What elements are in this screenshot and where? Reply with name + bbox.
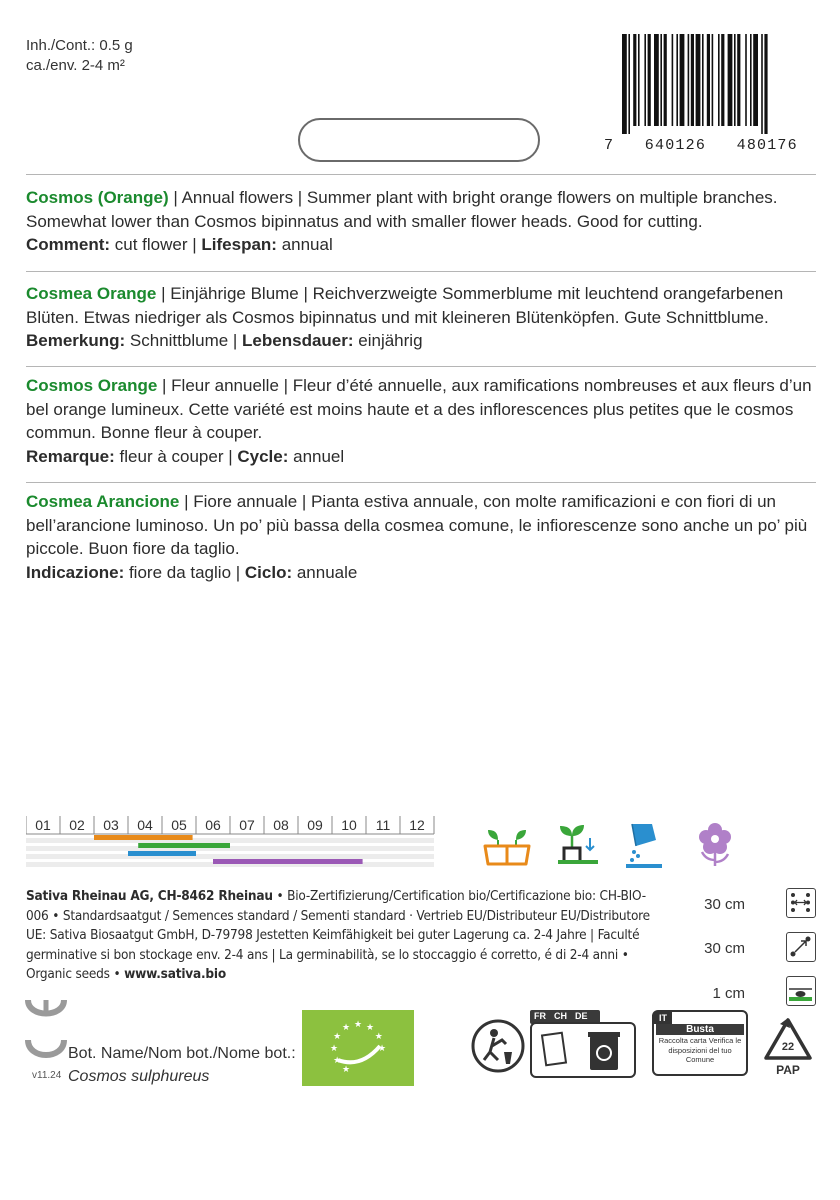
lifespan-value: annuale: [292, 562, 358, 582]
barcode-bar: [654, 34, 659, 126]
description-en: [26, 186, 826, 257]
barcode-bar: [734, 34, 736, 126]
calendar-bar: [94, 835, 193, 840]
lifespan-label: Lebensdauer:: [242, 331, 354, 350]
barcode-bars: [604, 34, 818, 134]
barcode-bar: [737, 34, 740, 126]
month-label: 11: [375, 817, 391, 833]
eu-star: ★: [377, 1043, 387, 1053]
barcode-bar: [660, 34, 662, 126]
eu-star: ★: [365, 1022, 375, 1033]
barcode-bar: [676, 34, 678, 126]
contents-weight: Inh./Cont.: 0.5 g: [26, 37, 133, 54]
country-code: CH: [554, 1011, 567, 1021]
month-label: 03: [103, 817, 119, 833]
comment-label: Comment:: [26, 235, 111, 254]
barcode-bar: [680, 34, 685, 126]
calendar-bar: [138, 843, 230, 848]
divider: [26, 366, 816, 367]
comment-label: Indicazione:: [26, 562, 125, 582]
botanical-label: Bot. Name/Nom bot./Nome bot.:: [68, 1045, 296, 1062]
comment-value: Schnittblume |: [125, 331, 243, 350]
variety-name: Cosmos Orange: [26, 376, 158, 395]
country-code: DE: [575, 1011, 588, 1021]
month-label: 12: [409, 817, 425, 833]
botanical-name: [68, 1042, 296, 1088]
pap-number: 22: [781, 1041, 795, 1053]
lifespan-value: einjährig: [353, 331, 423, 350]
description-it: [26, 490, 826, 584]
month-label: 01: [35, 817, 51, 833]
pap-label: PAP: [776, 1063, 800, 1077]
company-text: • Bio-Zertifizierung/Certification bio/Certificazione bio: CH-BIO-006 • Standardsaatgut / Semences standard / Sementi standard · Vertrieb EU/Distributeur EU/Distributore UE: Sativa Biosaatgut GmbH, D-79798 Jestetten Keimfähigkeit bei guter Lagerung ca. 2-4 Jahre | Faculté germinative si bon stockage env. 2-4 ans | La germinabilità, se lo stoccaggio é corretto, é di 2-4 anni • Organic seeds •: [26, 888, 650, 982]
tidyman-icon: [470, 1018, 526, 1074]
barcode-bar: [745, 34, 747, 126]
barcode-number: 7 640126 480176: [604, 137, 798, 154]
company-info: [26, 887, 666, 985]
lifespan-label: Lifespan:: [201, 235, 277, 254]
barcode-bar: [750, 34, 752, 126]
eu-star: ★: [333, 1031, 342, 1041]
pap-recycling-icon: [758, 1014, 818, 1078]
eu-star: ★: [341, 1022, 351, 1033]
sowing-depth-icon: [786, 976, 816, 1006]
barcode-bar: [761, 34, 763, 134]
divider: [26, 482, 816, 483]
comment-value: cut flower |: [110, 235, 202, 254]
barcode-bar: [712, 34, 714, 126]
barcode-bar: [728, 34, 733, 126]
barcode-bar: [691, 34, 694, 126]
description-text: | Einjährige Blume | Reichverzweigte Sommerblume mit leuchtend orangefarbenen Blüten. Etwas niedriger als Cosmos bipinnatus und mit kleineren Blütenköpfen. Gute Schnittblume.: [26, 284, 784, 327]
plant-spacing-value: 30 cm: [704, 940, 745, 957]
it-title: Busta: [656, 1024, 744, 1035]
barcode-bar: [622, 34, 627, 134]
barcode-bar: [633, 34, 636, 126]
month-label: 04: [137, 817, 153, 833]
month-label: 10: [341, 817, 357, 833]
description-text: | Fleur annuelle | Fleur d’été annuelle, aux ramifications nombreuses et aux fleurs d’un bel orange lumineux. Cette variété est moins haute et a des inflorescences plus petites que le cosmos commun. Bonne fleur à couper.: [26, 376, 812, 442]
flower-icon: [692, 820, 738, 868]
calendar-track: [26, 854, 434, 859]
plant-spacing-icon: [786, 932, 816, 962]
barcode-bar: [688, 34, 690, 126]
barcode-bar: [707, 34, 710, 126]
barcode-bar: [628, 34, 630, 134]
calendar-track: [26, 838, 434, 843]
sowing-calendar: [26, 816, 436, 876]
recycling-info-it: [652, 1010, 748, 1076]
eu-star: ★: [333, 1055, 342, 1065]
eu-star: ★: [329, 1043, 339, 1053]
calendar-bar: [128, 851, 196, 856]
eu-star: ★: [341, 1063, 351, 1074]
barcode-bar: [672, 34, 674, 126]
paper-bin-icon: [532, 1024, 634, 1076]
lifespan-label: Ciclo:: [244, 562, 293, 582]
barcode-bar: [638, 34, 640, 126]
month-label: 06: [205, 817, 221, 833]
eu-star: ★: [374, 1031, 383, 1041]
barcode-bar: [664, 34, 667, 126]
lifespan-value: annual: [276, 235, 333, 254]
barcode-bar: [718, 34, 720, 126]
month-label: 05: [171, 817, 187, 833]
barcode-bar: [764, 34, 767, 134]
variety-name: Cosmos (Orange): [26, 188, 169, 207]
lifespan-value: annuel: [288, 446, 345, 466]
country-code: FR: [534, 1011, 546, 1021]
lifespan-label: Cycle:: [237, 446, 289, 466]
seed-tray-icon: [482, 822, 532, 868]
sativa-logo-icon: [24, 996, 68, 1068]
description-fr: [26, 374, 826, 468]
barcode-bar: [696, 34, 701, 126]
comment-value: fleur à couper |: [114, 446, 238, 466]
description-de: [26, 282, 826, 353]
month-label: 02: [69, 817, 85, 833]
barcode: [604, 34, 818, 154]
company-name: Sativa Rheinau AG, CH-8462 Rheinau: [26, 888, 273, 904]
barcode-bar: [721, 34, 724, 126]
calendar-chart: [26, 816, 436, 876]
package-contents: [26, 36, 133, 76]
sowing-area: ca./env. 2-4 m²: [26, 57, 125, 74]
variety-name: Cosmea Arancione: [26, 492, 180, 511]
row-spacing-icon: [786, 888, 816, 918]
month-label: 08: [273, 817, 289, 833]
month-label: 09: [307, 817, 323, 833]
comment-value: fiore da taglio |: [124, 562, 245, 582]
eu-star: ★: [353, 1019, 363, 1029]
barcode-bar: [753, 34, 758, 126]
sowing-icon: [622, 820, 664, 868]
description-text: | Annual flowers | Summer plant with bright orange flowers on multiple branches. Somewhat lower than Cosmos bipinnatus and with smaller flower heads. Good for cutting.: [26, 188, 778, 231]
eu-organic-logo: [302, 1010, 414, 1086]
description-text: | Fiore annuale | Pianta estiva annuale, con molte ramificazioni e con fiori di un bell’arancione luminoso. Un po’ più bassa della cosmea comune, le infiorescenze sono anche un po’ più piccole. Buon fiore da taglio.: [26, 492, 808, 558]
comment-label: Remarque:: [26, 446, 115, 466]
it-disposal-text: Raccolta carta Verifica le disposizioni del tuo Comune: [658, 1036, 742, 1064]
month-label: 07: [239, 817, 255, 833]
calendar-bar: [213, 859, 363, 864]
sowing-depth-value: 1 cm: [712, 985, 745, 1002]
hanging-hole: [298, 118, 540, 162]
barcode-bar: [644, 34, 646, 126]
version-label: v11.24: [32, 1070, 62, 1081]
transplant-icon: [556, 822, 600, 868]
botanical-value: Cosmos sulphureus: [68, 1068, 210, 1085]
divider: [26, 174, 816, 175]
comment-label: Bemerkung:: [26, 331, 126, 350]
recycling-info-fr-ch-de: [530, 1010, 640, 1090]
variety-name: Cosmea Orange: [26, 284, 157, 303]
website-link[interactable]: www.sativa.bio: [124, 966, 227, 982]
barcode-bar: [702, 34, 704, 126]
country-code: IT: [654, 1012, 672, 1024]
divider: [26, 271, 816, 272]
row-spacing-value: 30 cm: [704, 896, 745, 913]
barcode-bar: [648, 34, 651, 126]
